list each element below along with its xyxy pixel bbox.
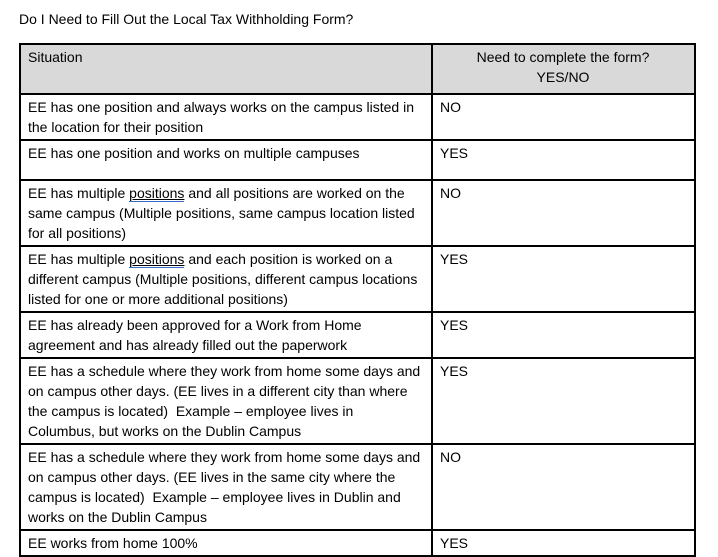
situation-cell: EE has one position and works on multiple campuses	[20, 140, 432, 180]
table-row	[20, 246, 695, 312]
table-row	[20, 530, 695, 556]
table-header-row	[20, 44, 695, 94]
header-answer	[432, 44, 695, 94]
table-row	[20, 94, 695, 140]
answer-cell: YES	[432, 140, 695, 180]
answer-cell: NO	[432, 444, 695, 530]
grammar-underlined-word: positions	[129, 251, 185, 267]
answer-cell: YES	[432, 312, 695, 358]
answer-cell: YES	[432, 358, 695, 444]
situation-text: and each position is worked on a different campus (Multiple positions, different campus locations listed for one or more additional positions)	[28, 251, 422, 307]
table-row	[20, 140, 695, 180]
situation-cell	[20, 180, 432, 246]
situation-cell: EE has a schedule where they work from home some days and on campus other days. (EE lives in the same city where the campus is located) Example – employee lives in Dublin and works on the Dublin Campus	[20, 444, 432, 530]
answer-cell: NO	[432, 180, 695, 246]
header-situation: Situation	[20, 44, 432, 94]
situation-text: EE has multiple	[28, 185, 130, 201]
answer-cell: YES	[432, 530, 695, 556]
situation-cell: EE has already been approved for a Work from Home agreement and has already filled out the paperwork	[20, 312, 432, 358]
header-answer-line2: YES/NO	[536, 69, 590, 85]
answer-cell: YES	[432, 246, 695, 312]
table-row	[20, 444, 695, 530]
situation-text: EE has multiple	[28, 251, 130, 267]
answer-cell: NO	[432, 94, 695, 140]
table-row	[20, 358, 695, 444]
withholding-table	[19, 43, 696, 557]
table-row	[20, 180, 695, 246]
page-title: Do I Need to Fill Out the Local Tax Withholding Form?	[19, 11, 354, 27]
situation-cell: EE has one position and always works on the campus listed in the location for their position	[20, 94, 432, 140]
table-row	[20, 312, 695, 358]
grammar-underlined-word: positions	[129, 185, 185, 201]
header-answer-line1: Need to complete the form?	[476, 49, 650, 65]
situation-cell	[20, 246, 432, 312]
situation-cell: EE has a schedule where they work from home some days and on campus other days. (EE lives in a different city than where the campus is located) Example – employee lives in Columbus, but works on the Dublin Campus	[20, 358, 432, 444]
situation-text: and all positions are worked on the same campus (Multiple positions, same campus location listed for all positions)	[28, 185, 419, 241]
situation-cell: EE works from home 100%	[20, 530, 432, 556]
